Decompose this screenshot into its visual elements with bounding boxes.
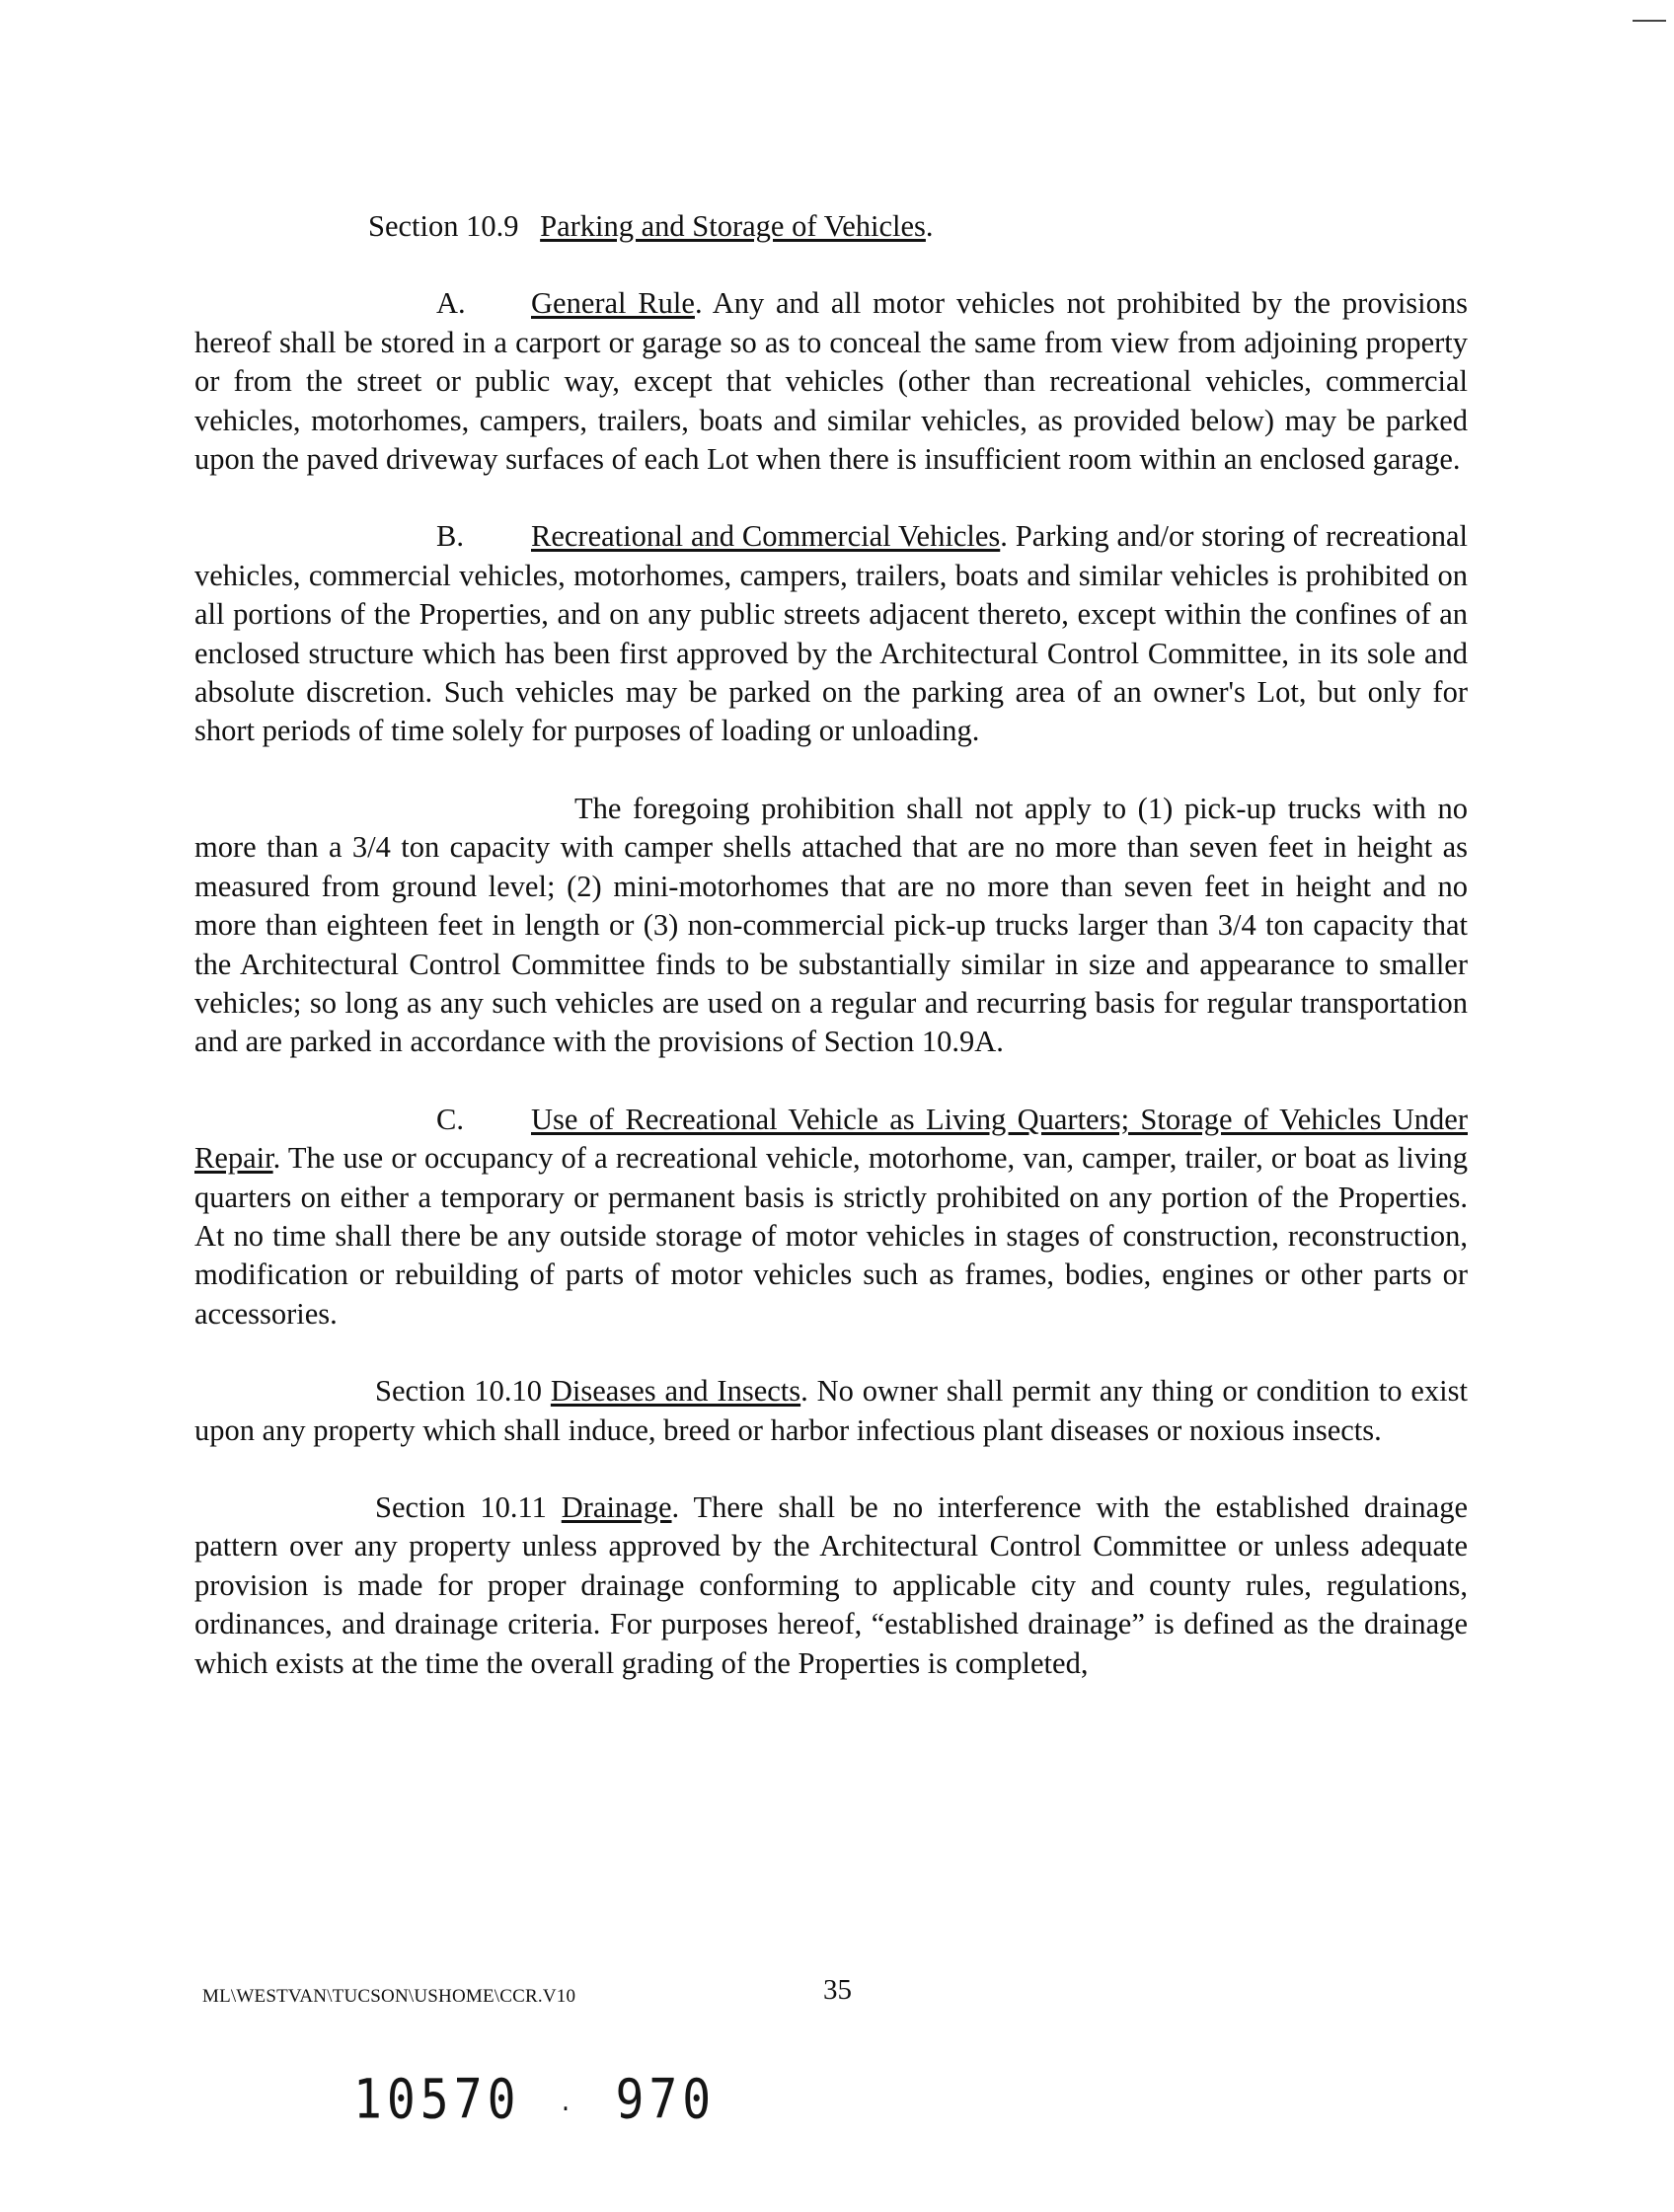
paragraph-heading: Recreational and Commercial Vehicles	[531, 519, 1001, 554]
paragraph-letter: A.	[436, 286, 466, 321]
docket-number: 10570	[353, 2068, 521, 2132]
footer-file-path: ML\WESTVAN\TUCSON\USHOME\CCR.V10	[202, 1986, 576, 2007]
section-title: Drainage	[561, 1489, 672, 1524]
stamp-separator: .	[559, 2089, 577, 2118]
section-title: Parking and Storage of Vehicles	[540, 209, 926, 243]
section-10-9-heading	[194, 207, 1468, 246]
section-title: Diseases and Insects	[550, 1374, 801, 1409]
paragraph-living-quarters	[194, 1101, 1468, 1334]
paragraph-text: . There shall be no interference with the established drainage pattern over any property unless approved by the Architectural Control Committee or unless adequate provision is made for proper drainage conforming to applicable city and county rules, regulations, ordinances, and drainage criteria. For purposes hereof, “established drainage” is defined as the drainage which exists at the time the overall grading of the Properties is completed,	[194, 1489, 1469, 1680]
paragraph-heading: Use of Recreational Vehicle as Living Quarters; Storage of Vehicles Under Repair	[194, 1102, 1468, 1176]
paragraph-letter: C.	[436, 1102, 464, 1136]
section-10-11-paragraph	[194, 1488, 1468, 1683]
paragraph-text: . Any and all motor vehicles not prohibited by the provisions hereof shall be stored in a carport or garage so as to conceal the same from view from adjoining property or from the street or public way, except that vehicles (other than recreational vehicles, commercial vehicles, motorhomes, campers, trailers, boats and similar vehicles, as provided below) may be parked upon the paved driveway surfaces of each Lot when there is insufficient room within an enclosed garage.	[194, 286, 1469, 477]
paragraph-letter: B.	[436, 519, 464, 554]
section-label: Section 10.11	[375, 1489, 547, 1524]
section-10-10-paragraph	[194, 1372, 1468, 1450]
scan-edge-mark	[1633, 20, 1666, 22]
recording-stamp	[353, 2068, 716, 2131]
section-title-period: .	[925, 209, 934, 243]
page-number: 35	[823, 1974, 852, 2006]
section-label: Section 10.9	[368, 209, 519, 243]
paragraph-text: . Parking and/or storing of recreational vehicles, commercial vehicles, motorhomes, campers, trailers, boats and similar vehicles is prohibited on all portions of the Properties, and on any public streets adjacent thereto, except within the confines of an enclosed structure which has been first approved by the Architectural Control Committee, in its sole and absolute discretion. Such vehicles may be parked on the parking area of an owner's Lot, but only for short periods of time solely for purposes of loading or unloading.	[194, 519, 1468, 748]
paragraph-recreational-commercial	[194, 517, 1468, 750]
document-body	[194, 207, 1468, 1721]
paragraph-text: The foregoing prohibition shall not apply to (1) pick-up trucks with no more than a 3/4 ton capacity with camper shells attached that are no more than seven feet in height as measured from ground level; (2) mini-motorhomes that are no more than seven feet in height and no more than eighteen feet in length or (3) non-commercial pick-up trucks larger than 3/4 ton capacity that the Architectural Control Committee finds to be substantially similar in size and appearance to smaller vehicles; so long as any such vehicles are used on a regular and recurring basis for regular transportation and are parked in accordance with the provisions of Section 10.9A.	[194, 791, 1468, 1059]
section-label: Section 10.10	[375, 1374, 542, 1409]
paragraph-prohibition-exceptions	[194, 790, 1468, 1062]
paragraph-general-rule	[194, 284, 1468, 479]
paragraph-heading: General Rule	[531, 286, 695, 321]
paragraph-text: . The use or occupancy of a recreational vehicle, motorhome, van, camper, trailer, or boat as living quarters on either a temporary or permanent basis is strictly prohibited on any portion of the Properties. At no time shall there be any outside storage of motor vehicles in stages of construction, reconstruction, modification or rebuilding of parts of motor vehicles such as frames, bodies, engines or other parts or accessories.	[194, 1141, 1468, 1331]
paragraph-text: . No owner shall permit any thing or condition to exist upon any property which shall induce, breed or harbor infectious plant diseases or noxious insects.	[194, 1374, 1468, 1447]
recording-page: 970	[615, 2068, 717, 2132]
